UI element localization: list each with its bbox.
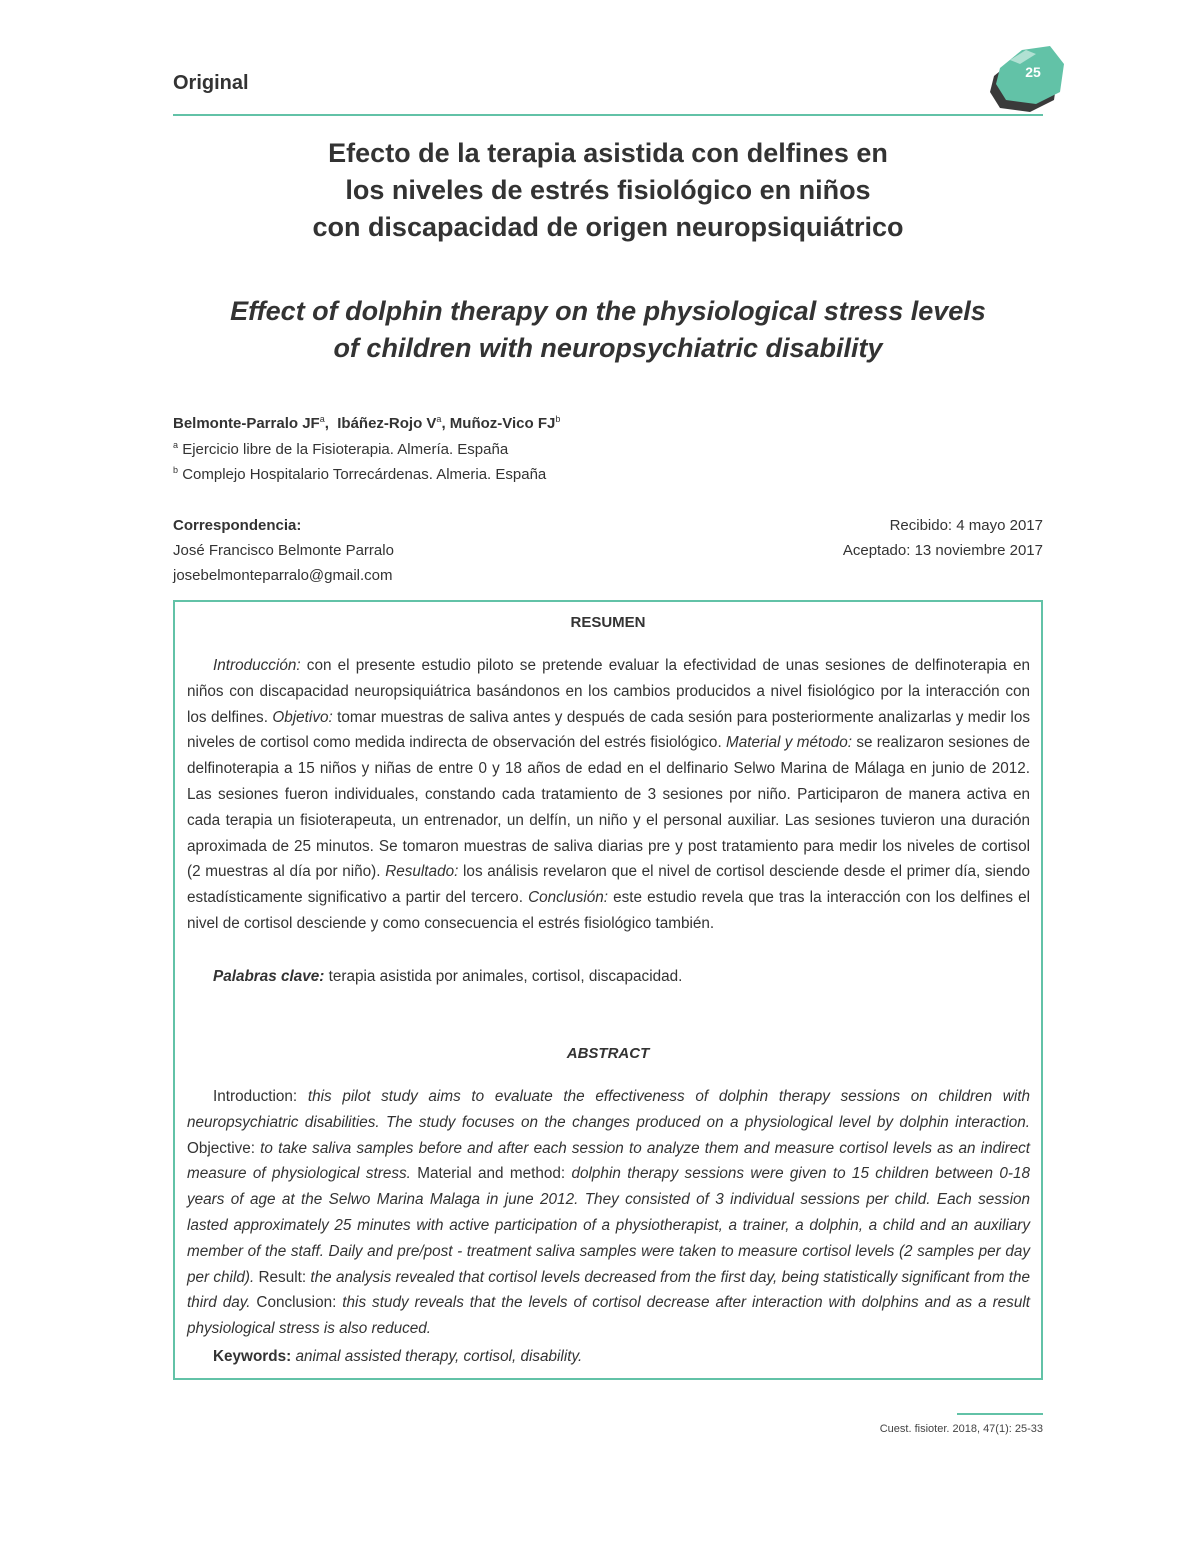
affiliation-text: Ejercicio libre de la Fisioterapia. Almería. España xyxy=(182,441,509,458)
abstract-methods: dolphin therapy sessions were given to 15 children between 0-18 years of age at the Selwo Marina Malaga in june 2012. They consisted of 3 individual sessions per child. Each session lasted approximately 25 minutes with active participation of a physiotherapist, a trainer, a dolphin, a child and an auxiliary member of the staff. Daily and pre/post - treatment saliva samples were taken to measure cortisol levels (2 samples per day per child). xyxy=(187,1165,1030,1286)
resumen-methods-label: Material y método: xyxy=(726,734,852,752)
abstract-methods-label: Material and method: xyxy=(417,1165,566,1183)
resumen-objective: tomar muestras de saliva antes y después de cada sesión para posteriormente analizarlas y medir los niveles de cortisol como medida indirecta de observación del estrés fisiológico. xyxy=(187,708,1030,752)
abstract-intro-label: Introduction: xyxy=(213,1088,298,1105)
title-en-line: of children with neuropsychiatric disability xyxy=(333,333,883,363)
author-sup: a xyxy=(319,414,325,424)
resumen-conclusion-label: Conclusión: xyxy=(528,889,609,907)
abstract-results-label: Result: xyxy=(258,1268,307,1286)
section-label: Original xyxy=(173,72,249,94)
abstract-keywords-label: Keywords: xyxy=(213,1348,292,1365)
resumen-keywords-label: Palabras clave: xyxy=(213,968,325,985)
abstract-conclusion: this study reveals that the levels of cortisol decrease after interaction with dolphins and as a result physiological stress is also reduced. xyxy=(187,1294,1030,1338)
footer-rule xyxy=(957,1413,1043,1415)
title-es-line: Efecto de la terapia asistida con delfines en xyxy=(328,138,888,168)
affiliation-b xyxy=(173,465,546,483)
accepted-date: Aceptado: 13 noviembre 2017 xyxy=(842,542,1043,559)
resumen-intro-label: Introducción: xyxy=(213,657,301,674)
page-number: 25 xyxy=(1025,64,1041,80)
author-list: Belmonte-Parralo $JF^a$, Ibáñez-Rojo $V^a$, Muñoz-Vico $FJ^b$ xyxy=(173,414,561,432)
title-en-line: Effect of dolphin therapy on the physiological stress levels xyxy=(230,296,986,326)
resumen-body xyxy=(187,653,1030,937)
author-name: Muñoz-Vico FJ xyxy=(449,415,556,432)
received-date: Recibido: 4 mayo 2017 xyxy=(889,517,1043,534)
resumen-objective-label: Objetivo: xyxy=(272,708,333,726)
resumen-keywords-text: terapia asistida por animales, cortisol, discapacidad. xyxy=(324,968,683,985)
resumen-conclusion: este estudio revela que tras la interacción con los delfines el nivel de cortisol desciende y como consecuencia el estrés fisiológico también. xyxy=(187,889,1031,932)
submission-dates xyxy=(843,513,1043,563)
abstract-box xyxy=(173,600,1043,1380)
title-spanish xyxy=(173,135,1043,246)
abstract-keywords-text: animal assisted therapy, cortisol, disability. xyxy=(291,1348,583,1365)
abstract-heading: ABSTRACT xyxy=(566,1045,650,1062)
affiliation-sup: b xyxy=(173,465,179,475)
title-es-line: los niveles de estrés fisiológico en niños xyxy=(345,175,871,205)
abstract-intro: this pilot study aims to evaluate the effectiveness of dolphin therapy sessions on children with neuropsychiatric disabilities. The study focuses on the changes produced on a physiological level by dolphin interaction. xyxy=(187,1088,1030,1131)
resumen-results-label: Resultado: xyxy=(385,863,459,881)
author-name: Belmonte-Parralo JF xyxy=(173,415,320,432)
author-sup: b xyxy=(555,414,561,424)
journal-citation: Cuest. fisioter. 2018, 47(1): 25-33 xyxy=(879,1423,1043,1435)
resumen-keywords xyxy=(213,968,682,986)
resumen-intro: con el presente estudio piloto se pretende evaluar la efectividad de unas sesiones de delfinoterapia en niños con discapacidad neuropsiquiátrica basándonos en los cambios producidos a nivel fisiológico por la interacción con los delfines. xyxy=(187,657,1030,726)
correspondence-name: José Francisco Belmonte Parralo xyxy=(173,542,394,559)
correspondence-label: Correspondencia: xyxy=(173,517,302,534)
title-es-line: con discapacidad de origen neuropsiquiátrico xyxy=(312,212,904,242)
resumen-heading: RESUMEN xyxy=(570,614,646,631)
header-rule xyxy=(173,114,1043,116)
affiliation-text: Complejo Hospitalario Torrecárdenas. Almeria. España xyxy=(182,466,547,483)
abstract-objective-label: Objective: xyxy=(187,1139,256,1157)
author-sup: a xyxy=(436,414,442,424)
abstract-conclusion-label: Conclusion: xyxy=(256,1294,337,1312)
affiliation-a xyxy=(173,440,508,458)
author-name: Ibáñez-Rojo V xyxy=(337,415,437,432)
abstract-results: the analysis revealed that cortisol levels decreased from the first day, being statistically significant from the third day. xyxy=(187,1268,1030,1312)
resumen-methods: se realizaron sesiones de delfinoterapia a 15 niños y niñas de entre 0 y 18 años de edad en el delfinario Selwo Marina de Málaga en junio de 2012. Las sesiones fueron individuales, constando cada tratamiento de 3 sesiones por niño. Participaron de manera activa en cada terapia un fisioterapeuta, un entrenador, un delfín, un niño y el personal auxiliar. Las sesiones tuvieron una duración aproximada de 25 minutos. Se tomaron muestras de saliva diarias pre y post tratamiento para medir los niveles de cortisol (2 muestras al día por niño). xyxy=(187,734,1031,881)
abstract-keywords xyxy=(213,1348,582,1366)
page-badge xyxy=(990,44,1066,114)
title-english xyxy=(173,293,1043,367)
correspondence-email[interactable]: josebelmonteparralo@gmail.com xyxy=(173,567,393,584)
abstract-objective: to take saliva samples before and after each session to analyze them and measure cortisol levels as an indirect measure of physiological stress. xyxy=(187,1139,1030,1183)
affiliation-sup: a xyxy=(173,440,179,450)
correspondence xyxy=(173,513,394,588)
abstract-body xyxy=(187,1084,1030,1342)
resumen-results: los análisis revelaron que el nivel de cortisol desciende desde el primer día, siendo estadísticamente significativo a partir del tercero. xyxy=(187,863,1030,907)
